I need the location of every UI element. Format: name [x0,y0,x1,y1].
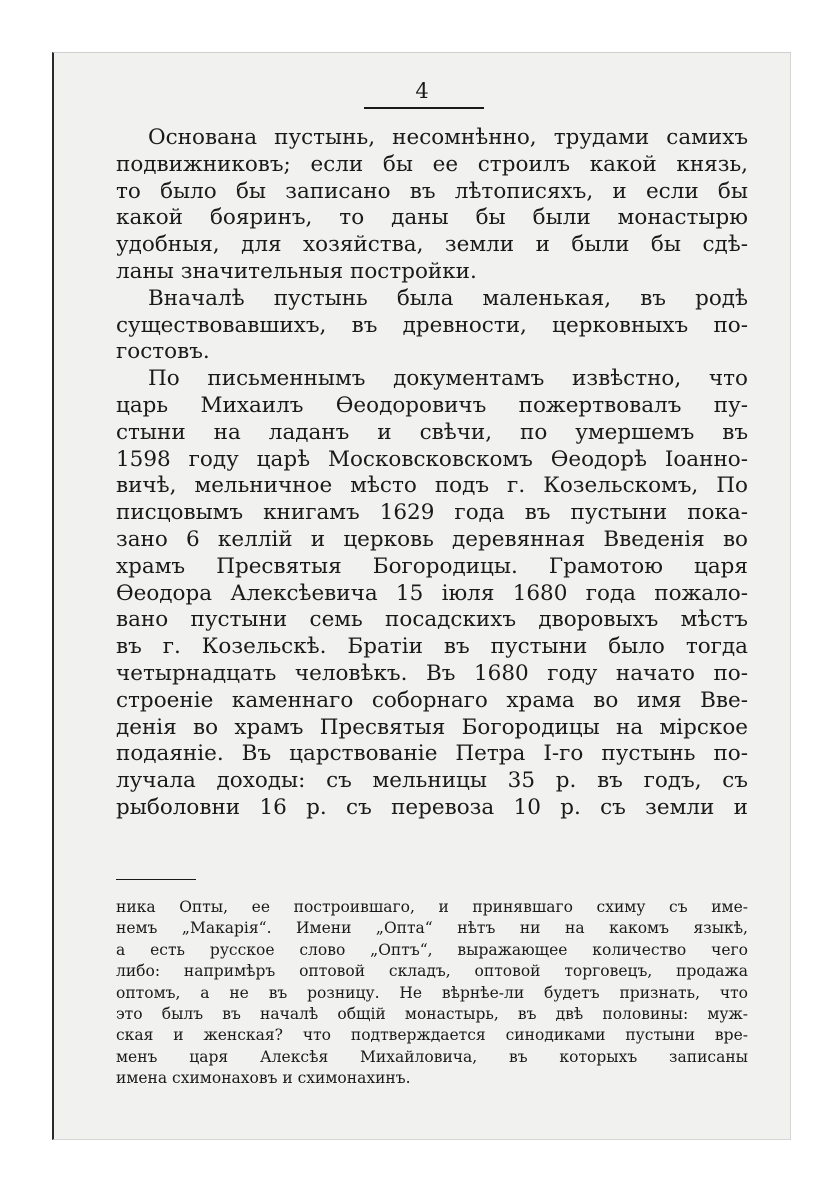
text-line: зано 6 келлій и церковь деревянная Введенія во [116,526,748,552]
text-line: въ г. Козельскѣ. Братіи въ пустыни было тогда [116,634,748,660]
header-rule [364,107,484,109]
footnote-line: а есть русское слово „Оптъ“, выражающее количество чего [116,940,748,959]
text-line: гостовъ. [116,339,210,365]
text-line: Ѳеодора Алексѣевича 15 іюля 1680 года пожало- [116,580,748,606]
text-line: царь Михаилъ Ѳеодоровичъ пожертвовалъ пу- [116,392,748,418]
text-line: вичѣ, мельничное мѣсто подъ г. Козельскомъ, По [116,473,748,499]
footnote [116,897,748,1090]
text-line: удобныя, для хозяйства, земли и были бы сдѣ- [116,232,748,258]
footnote-line: немъ „Макарія“. Имени „Опта“ нѣтъ ни на какомъ языкѣ, [116,919,748,938]
text-line: строеніе каменнаго соборнаго храма во имя Вве- [116,687,748,713]
text-line: рыболовни 16 р. съ перевоза 10 р. съ земли и [116,794,748,820]
text-line: то было бы записано въ лѣтописяхъ, и если бы [116,178,748,204]
book-page [52,52,791,1140]
text-line: денія во храмъ Пресвятыя Богородицы на мірское [116,714,748,740]
text-line: существовавшихъ, въ древности, церковныхъ по- [116,312,748,338]
text-line: ланы значительныя постройки. [116,258,477,284]
footnote-line: менъ царя Алексѣя Михайловича, въ которыхъ записаны [116,1047,748,1066]
footnote-line: ника Опты, ее построившаго, и принявшаго схиму съ име- [116,898,748,916]
text-line: Вначалѣ пустынь была маленькая, въ родѣ [148,285,748,311]
text-line: подвижниковъ; если бы ее строилъ какой князь, [116,151,748,177]
main-text [116,125,748,822]
text-line: какой бояринъ, то даны бы были монастырю [116,205,748,231]
footnote-line: имена схимонаховъ и схимонахинъ. [116,1069,411,1088]
text-line: 1598 году царѣ Московсковскомъ Ѳеодорѣ Іоанно- [116,446,748,472]
page-number: 4 [415,79,429,103]
text-line: писцовымъ книгамъ 1629 года въ пустыни пока- [116,500,748,526]
footnote-separator [116,879,196,880]
text-line: лучала доходы: съ мельницы 35 р. въ годъ, съ [116,768,748,794]
footnote-line: либо: напримѣръ оптовой складъ, оптовой торговецъ, продажа [116,962,748,981]
text-line: Основана пустынь, несомнѣнно, трудами самихъ [148,125,748,150]
text-line: храмъ Пресвятыя Богородицы. Грамотою царя [116,553,748,579]
text-line: По письменнымъ документамъ извѣстно, что [148,366,748,392]
text-line: четырнадцать человѣкъ. Въ 1680 году начато по- [116,660,748,686]
footnote-line: это былъ въ началѣ общій монастырь, въ двѣ половины: муж- [116,1004,748,1023]
footnote-line: оптомъ, а не въ розницу. Не вѣрнѣе-ли будетъ признать, что [116,983,748,1002]
text-line: подаяніе. Въ царствованіе Петра І-го пустынь по- [116,741,748,767]
footnote-line: ская и женская? что подтверждается синодиками пустыни вре- [116,1026,748,1045]
text-line: вано пустыни семь посадскихъ дворовыхъ мѣстъ [116,607,748,633]
text-line: стыни на ладанъ и свѣчи, по умершемъ въ [116,419,748,445]
